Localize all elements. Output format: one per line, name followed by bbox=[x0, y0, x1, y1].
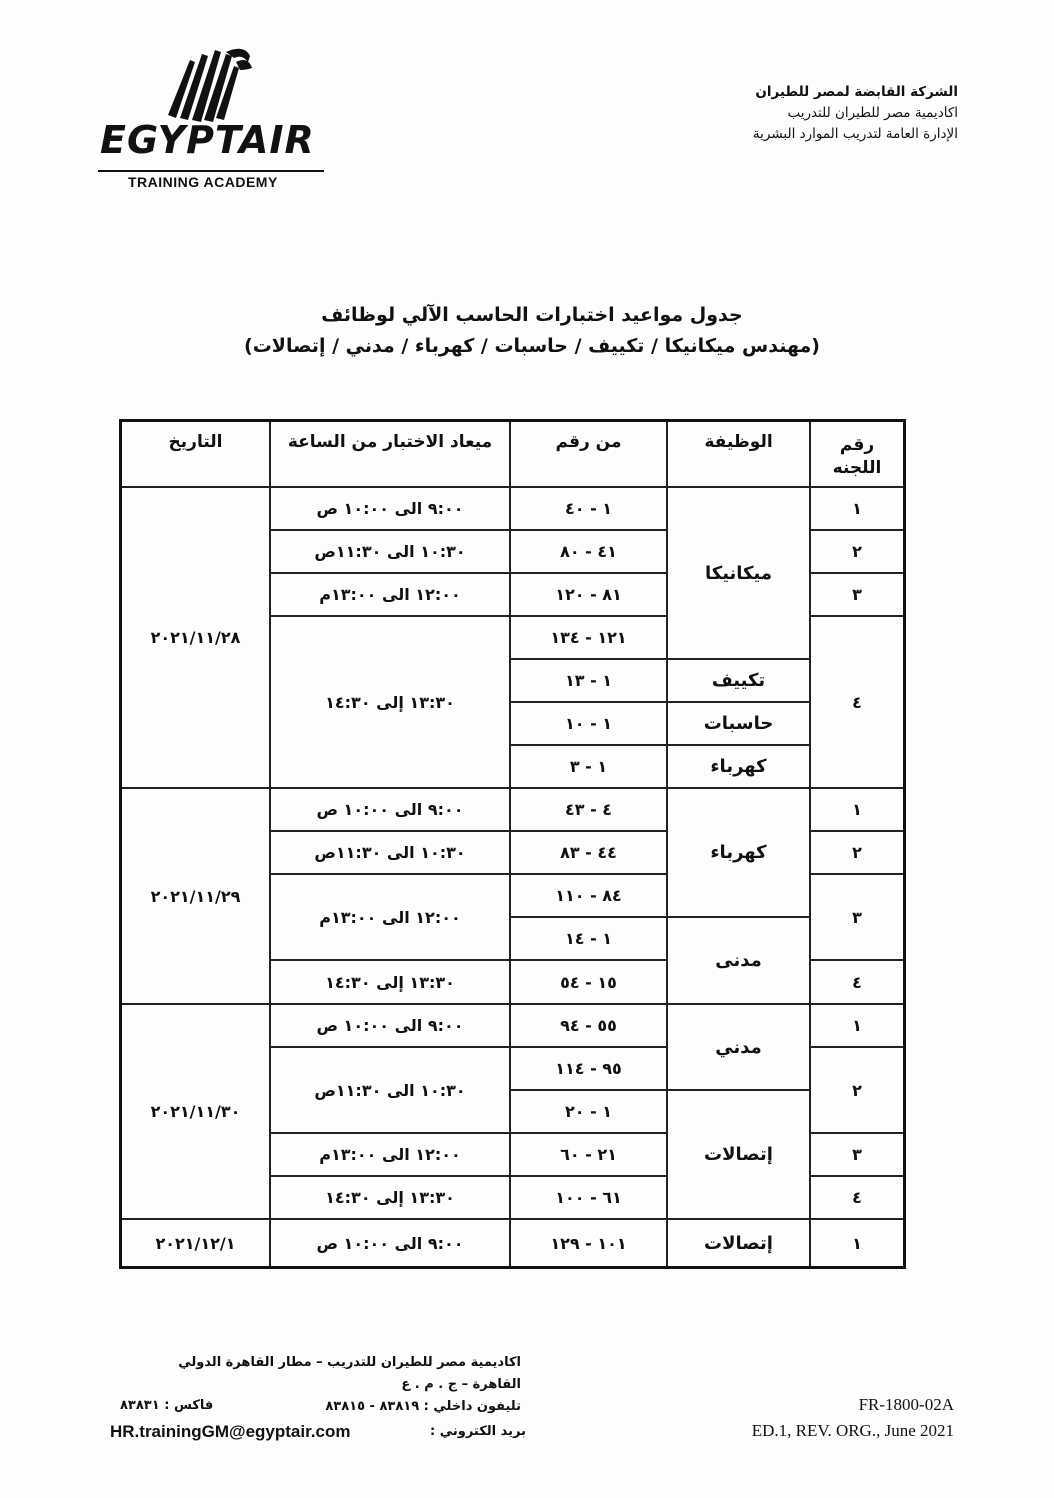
time-cell: ١٣:٣٠ إلى ١٤:٣٠ bbox=[271, 617, 511, 789]
time-cell: ١٣:٣٠ إلى ١٤:٣٠ bbox=[271, 961, 511, 1005]
range-cell: ١٢١ - ١٣٤ bbox=[511, 617, 668, 660]
range-cell: ١٠١ - ١٢٩ bbox=[511, 1220, 668, 1266]
header-committee-line1: رقم bbox=[839, 435, 875, 455]
range-cell: ١ - ١٣ bbox=[511, 660, 668, 703]
time-cell: ١٢:٠٠ الى ١٣:٠٠م bbox=[271, 574, 511, 617]
date-cell: ٢٠٢١/١٢/١ bbox=[122, 1220, 271, 1266]
document-title bbox=[0, 300, 1054, 362]
committee-cell: ٤ bbox=[811, 617, 903, 789]
header-committee-line2: اللجنه bbox=[832, 458, 882, 478]
range-cell: ١ - ١٤ bbox=[511, 918, 668, 961]
time-cell: ١٣:٣٠ إلى ١٤:٣٠ bbox=[271, 1177, 511, 1220]
time-cell: ٩:٠٠ الى ١٠:٠٠ ص bbox=[271, 789, 511, 832]
range-cell: ٤٤ - ٨٣ bbox=[511, 832, 668, 875]
job-cell-telecom: إتصالات bbox=[668, 1220, 811, 1266]
footer-email-label: بريد الكتروني : bbox=[430, 1424, 527, 1439]
job-cell-electrical: كهرباء bbox=[668, 746, 811, 789]
job-cell-mechanics: ميكانيكا bbox=[668, 488, 811, 660]
time-cell: ١٠:٣٠ الى ١١:٣٠ص bbox=[271, 832, 511, 875]
committee-cell: ٤ bbox=[811, 961, 903, 1005]
title-line-1: جدول مواعيد اختبارات الحاسب الآلي لوظائف bbox=[321, 304, 743, 326]
header-date: التاريخ bbox=[122, 422, 271, 488]
form-code: FR-1800-02A bbox=[858, 1395, 954, 1414]
range-cell: ١ - ١٠ bbox=[511, 703, 668, 746]
date-cell: ٢٠٢١/١١/٢٨ bbox=[122, 488, 271, 789]
org-line-1: الشركة القابضة لمصر للطيران bbox=[755, 84, 958, 100]
footer-address bbox=[178, 1352, 521, 1418]
title-line-2: (مهندس ميكانيكا / تكييف / حاسبات / كهرباء / مدني / إتصالات) bbox=[244, 335, 820, 357]
job-cell-computers: حاسبات bbox=[668, 703, 811, 746]
committee-cell: ١ bbox=[811, 1005, 903, 1048]
range-cell: ٦١ - ١٠٠ bbox=[511, 1177, 668, 1220]
time-cell: ١٢:٠٠ الى ١٣:٠٠م bbox=[271, 875, 511, 961]
form-edition: ED.1, REV. ORG., June 2021 bbox=[751, 1421, 954, 1440]
footer-address-line1: اكاديمية مصر للطيران للتدريب – مطار القاهرة الدولي bbox=[178, 1355, 521, 1370]
header-time: ميعاد الاختبار من الساعة bbox=[271, 422, 511, 488]
time-cell: ٩:٠٠ الى ١٠:٠٠ ص bbox=[271, 488, 511, 531]
logo-divider bbox=[98, 170, 324, 172]
org-line-3: الإدارة العامة لتدريب الموارد البشرية bbox=[752, 126, 958, 142]
date-cell: ٢٠٢١/١١/٣٠ bbox=[122, 1005, 271, 1220]
time-cell: ٩:٠٠ الى ١٠:٠٠ ص bbox=[271, 1220, 511, 1266]
range-cell: ٢١ - ٦٠ bbox=[511, 1134, 668, 1177]
range-cell: ١ - ٢٠ bbox=[511, 1091, 668, 1134]
header-job: الوظيفة bbox=[668, 422, 811, 488]
organization-header bbox=[753, 82, 958, 145]
logo-subtitle: TRAINING ACADEMY bbox=[128, 174, 278, 190]
committee-cell: ٣ bbox=[811, 574, 903, 617]
footer-phone: تليفون داخلي : ٨٣٨١٩ - ٨٣٨١٥ bbox=[325, 1399, 521, 1414]
range-cell: ٩٥ - ١١٤ bbox=[511, 1048, 668, 1091]
form-code-block bbox=[752, 1392, 954, 1444]
committee-cell: ٤ bbox=[811, 1177, 903, 1220]
footer-fax: فاكس : ٨٣٨٣١ bbox=[120, 1398, 214, 1413]
org-line-2: اكاديمية مصر للطيران للتدريب bbox=[787, 105, 958, 121]
range-cell: ١ - ٣ bbox=[511, 746, 668, 789]
header-committee bbox=[811, 422, 903, 488]
footer-email-link[interactable]: HR.trainingGM@egyptair.com bbox=[110, 1422, 351, 1441]
time-cell: ١٠:٣٠ الى ١١:٣٠ص bbox=[271, 1048, 511, 1134]
committee-cell: ٣ bbox=[811, 875, 903, 961]
range-cell: ١٥ - ٥٤ bbox=[511, 961, 668, 1005]
footer-address-line2: القاهرة – ج . م . ع bbox=[401, 1377, 521, 1392]
committee-cell: ١ bbox=[852, 1233, 862, 1253]
committee-cell: ٢ bbox=[811, 832, 903, 875]
date-cell: ٢٠٢١/١١/٢٩ bbox=[122, 789, 271, 1005]
range-cell: ٥٥ - ٩٤ bbox=[511, 1005, 668, 1048]
range-cell: ٤١ - ٨٠ bbox=[511, 531, 668, 574]
job-cell-ac: تكييف bbox=[668, 660, 811, 703]
range-cell: ٤ - ٤٣ bbox=[511, 789, 668, 832]
range-cell: ٨٤ - ١١٠ bbox=[511, 875, 668, 918]
committee-cell: ١ bbox=[811, 789, 903, 832]
schedule-table bbox=[119, 419, 912, 1275]
job-cell-telecom: إتصالات bbox=[668, 1091, 811, 1220]
committee-cell: ١ bbox=[811, 488, 903, 531]
range-cell: ١ - ٤٠ bbox=[511, 488, 668, 531]
job-cell-civil: مدني bbox=[668, 1005, 811, 1091]
range-cell: ٨١ - ١٢٠ bbox=[511, 574, 668, 617]
committee-cell: ٣ bbox=[811, 1134, 903, 1177]
time-cell: ١٢:٠٠ الى ١٣:٠٠م bbox=[271, 1134, 511, 1177]
time-cell: ١٠:٣٠ الى ١١:٣٠ص bbox=[271, 531, 511, 574]
committee-cell: ٢ bbox=[811, 531, 903, 574]
header-from-number: من رقم bbox=[511, 422, 668, 488]
logo-wordmark: EGYPTAIR bbox=[100, 118, 315, 162]
job-cell-civil: مدنى bbox=[668, 918, 811, 1005]
committee-cell: ٢ bbox=[811, 1048, 903, 1134]
job-cell-electrical: كهرباء bbox=[668, 789, 811, 918]
time-cell: ٩:٠٠ الى ١٠:٠٠ ص bbox=[271, 1005, 511, 1048]
